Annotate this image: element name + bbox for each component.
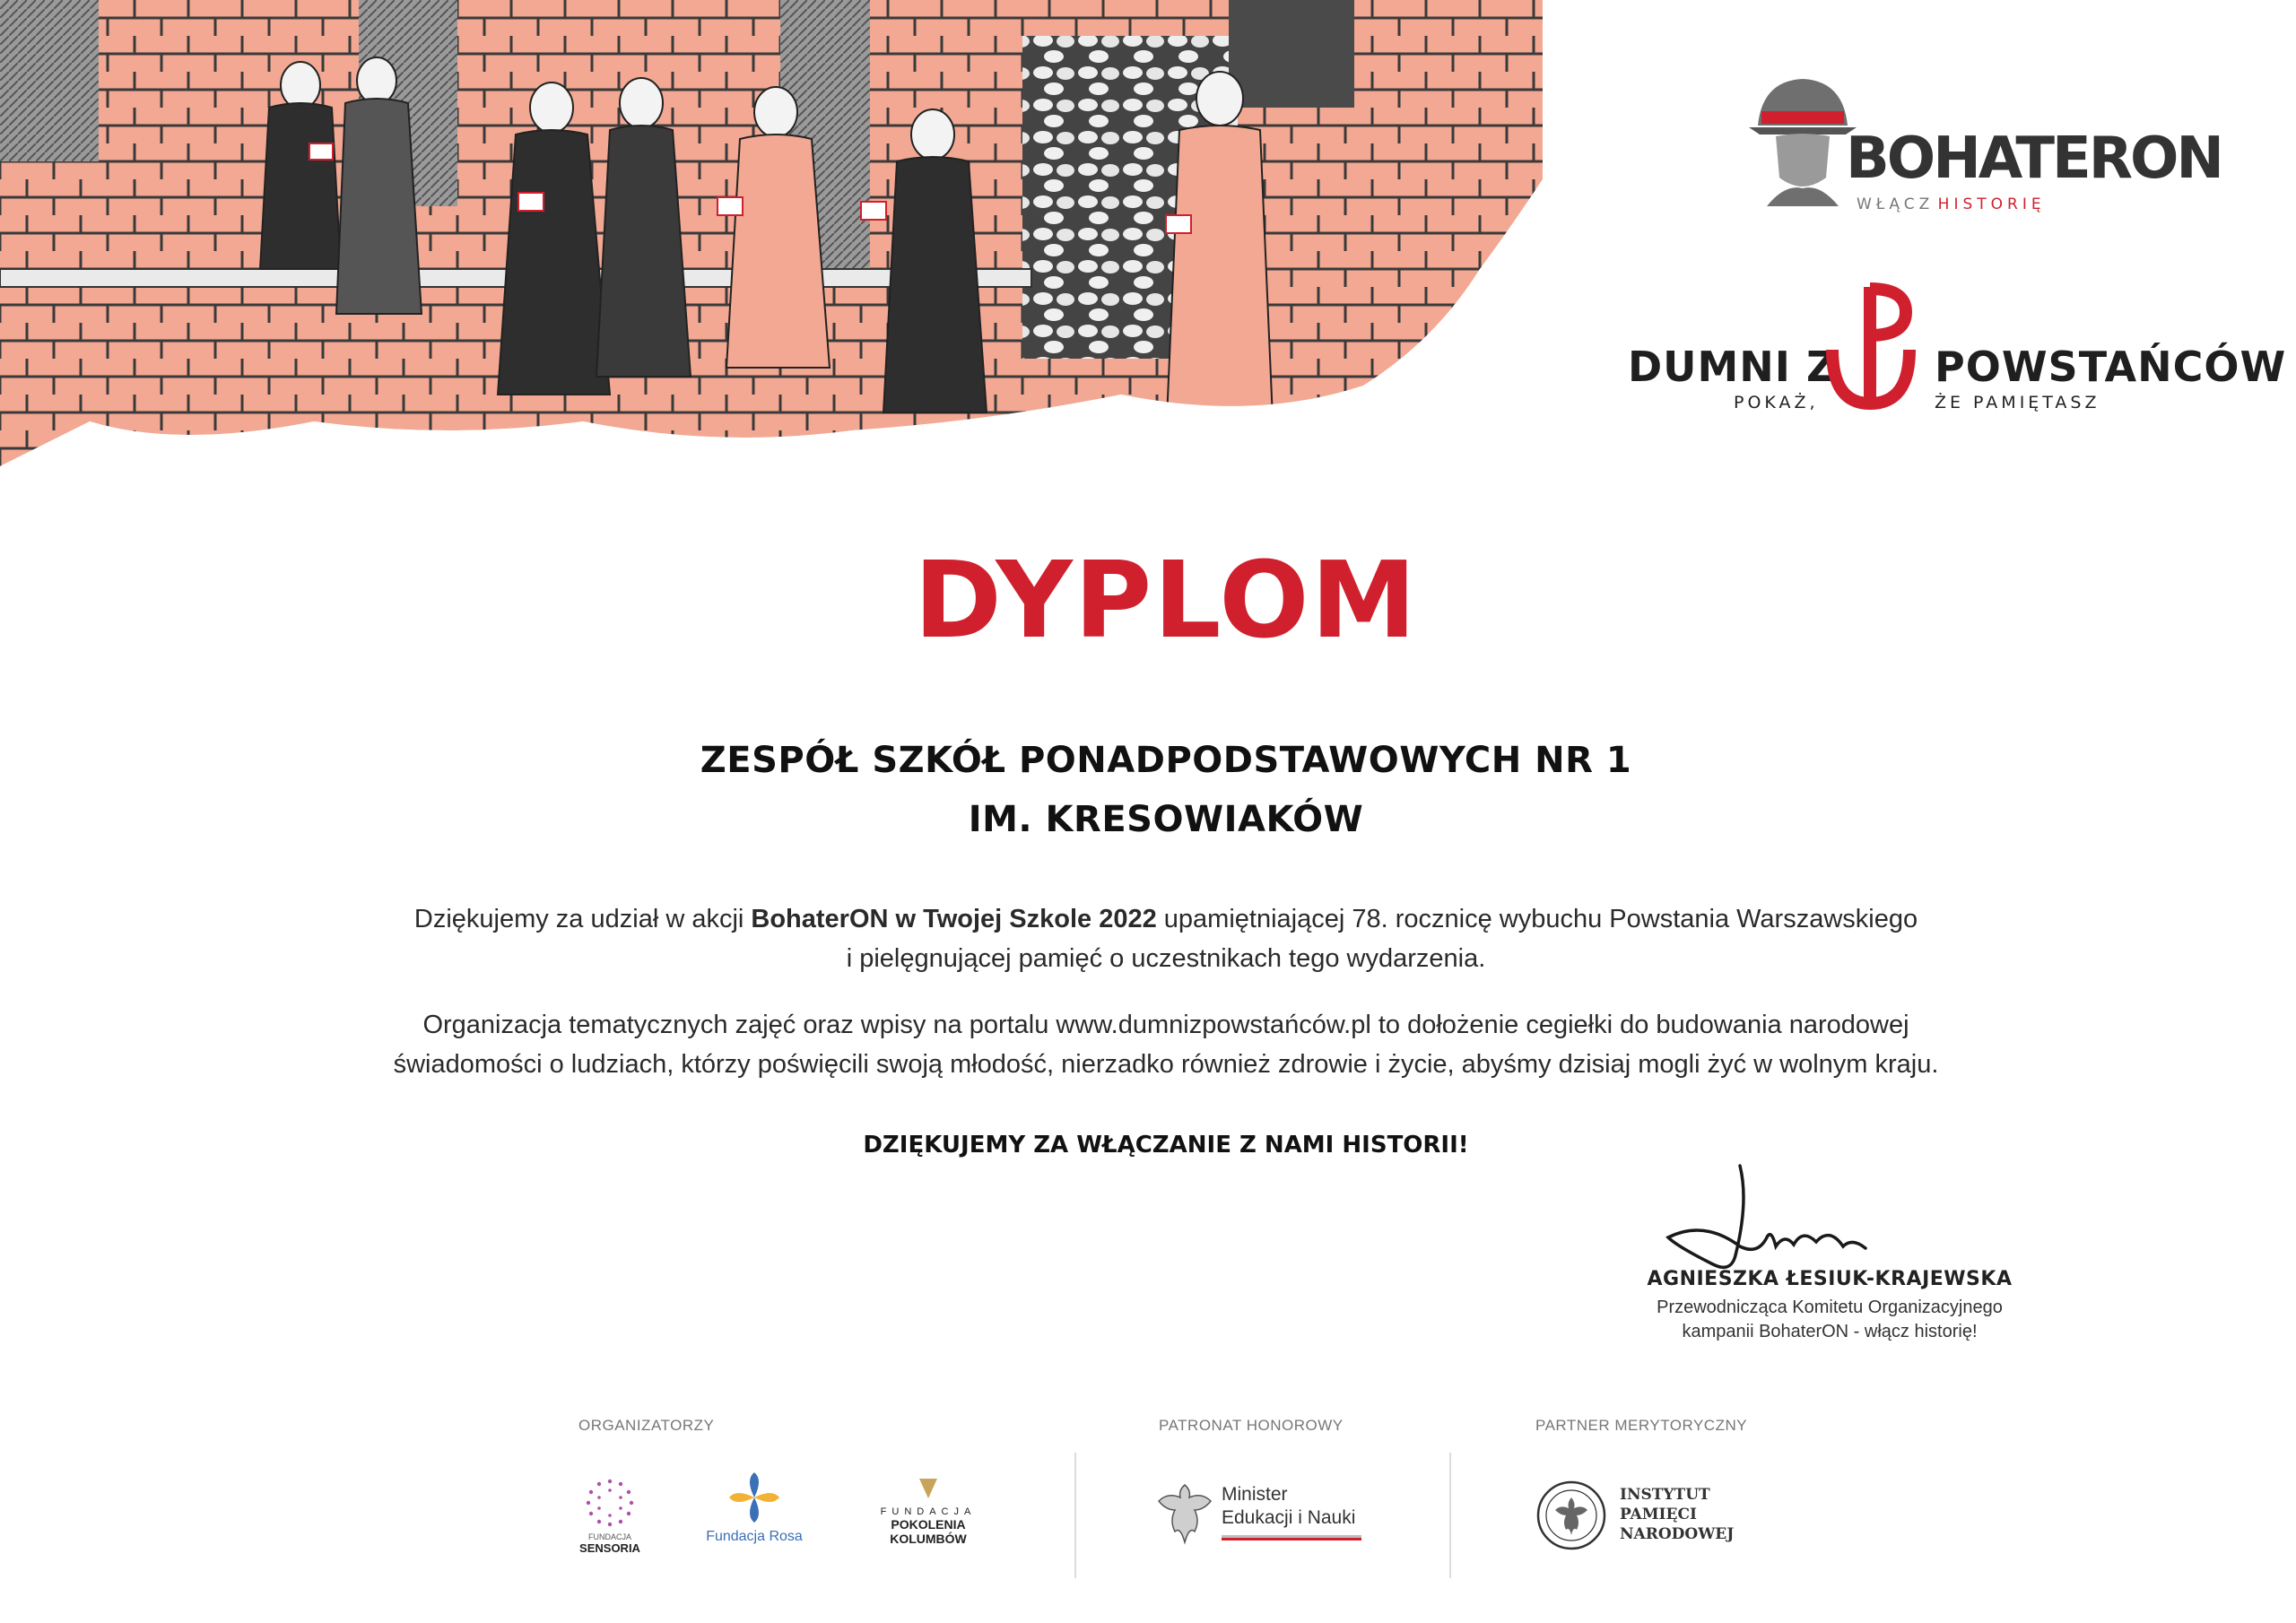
dumni-left-text: DUMNI Z [1628,343,1838,391]
para2-line1: Organizacja tematycznych zajęć oraz wpisy na portalu www.dumnizpowstańców.pl to dołożenie cegiełki do budowania narodowej [422,1011,1909,1039]
kolumbow-line2: POKOLENIA KOLUMBÓW [890,1517,967,1546]
diploma-title: DYPLOM [913,538,1418,662]
dumni-right-text: POWSTAŃCÓW [1935,343,2287,391]
thanks-paragraph [251,899,2081,978]
sensoria-big: SENSORIA [579,1541,640,1555]
minister-line2: Edukacji i Nauki [1222,1507,1356,1528]
polish-eagle-icon [1155,1480,1214,1548]
footer-divider [1074,1453,1076,1578]
ipn-seal-icon [1535,1480,1607,1551]
para1-line2: i pielęgnującej pamięć o uczestnikach tego wydarzenia. [846,944,1486,973]
bohateron-tagline-highlight: HISTORIĘ [1937,195,2046,213]
minister-logo [1155,1480,1370,1551]
header-illustration [0,0,1543,502]
bohateron-tagline-prefix: WŁĄCZ [1857,195,1935,213]
ipn-line3: NARODOWEJ [1620,1525,1735,1543]
school-name-line1: ZESPÓŁ SZKÓŁ PONADPODSTAWOWYCH NR 1 [700,740,1632,781]
ipn-line1: INSTYTUT [1620,1486,1710,1504]
para1-after: upamiętniającej 78. rocznicę wybuchu Powstania Warszawskiego [1156,905,1918,933]
signer-block [1578,1268,2081,1344]
dumni-sub-right: ŻE PAMIĘTASZ [1935,393,2100,412]
campaign-name: BohaterON w Twojej Szkole 2022 [751,905,1157,933]
school-name [0,731,2296,849]
sensoria-small: FUNDACJA [587,1532,631,1541]
pokolenia-kolumbow-logo [857,1475,1000,1546]
soldier-helmet-icon [1749,72,1857,206]
minister-line1: Minister [1222,1484,1288,1505]
bohateron-wordmark: BOHATERON [1846,126,2222,192]
dumni-z-powstancow-logo [1628,278,2287,421]
signer-role [1578,1296,2081,1344]
sensoria-dots-icon [585,1478,635,1528]
ipn-line2: PAMIĘCI [1620,1506,1697,1523]
footer-divider [1449,1453,1451,1578]
fundacja-rosa-logo [705,1471,804,1545]
closing-thanks: DZIĘKUJEMY ZA WŁĄCZANIE Z NAMI HISTORII! [863,1132,1469,1159]
bohateron-logo [1749,72,2222,224]
dumni-sub-left: POKAŻ, [1734,393,1819,412]
rosa-name: Fundacja Rosa [706,1529,803,1544]
flag-bar-red [1222,1538,1361,1541]
signer-role-line1: Przewodnicząca Komitetu Organizacyjnego [1657,1298,2003,1317]
organizers-label: ORGANIZATORZY [578,1417,715,1434]
signer-name: AGNIESZKA ŁESIUK-KRAJEWSKA [1647,1268,2013,1290]
polska-walczaca-anchor-icon [1823,278,1922,412]
patronage-label: PATRONAT HONOROWY [1159,1417,1344,1434]
ipn-logo [1535,1480,1751,1551]
kolumbow-emblem-icon [916,1475,941,1502]
signer-role-line2: kampanii BohaterON - włącz historię! [1682,1322,1978,1341]
rosa-flower-icon [727,1471,781,1524]
school-name-line2: IM. KRESOWIAKÓW [968,799,1364,840]
portal-paragraph [251,1005,2081,1084]
kolumbow-line1: FUNDACJA [880,1506,977,1517]
partner-label: PARTNER MERYTORYCZNY [1535,1417,1748,1434]
para2-line2: świadomości o ludziach, którzy poświęcili swoją młodość, nierzadko również zdrowie i życie, abyśmy dzisiaj mogli żyć w wolnym kraju. [393,1050,1939,1079]
para1-before: Dziękujemy za udział w akcji [413,905,752,933]
sensoria-logo [578,1478,641,1555]
